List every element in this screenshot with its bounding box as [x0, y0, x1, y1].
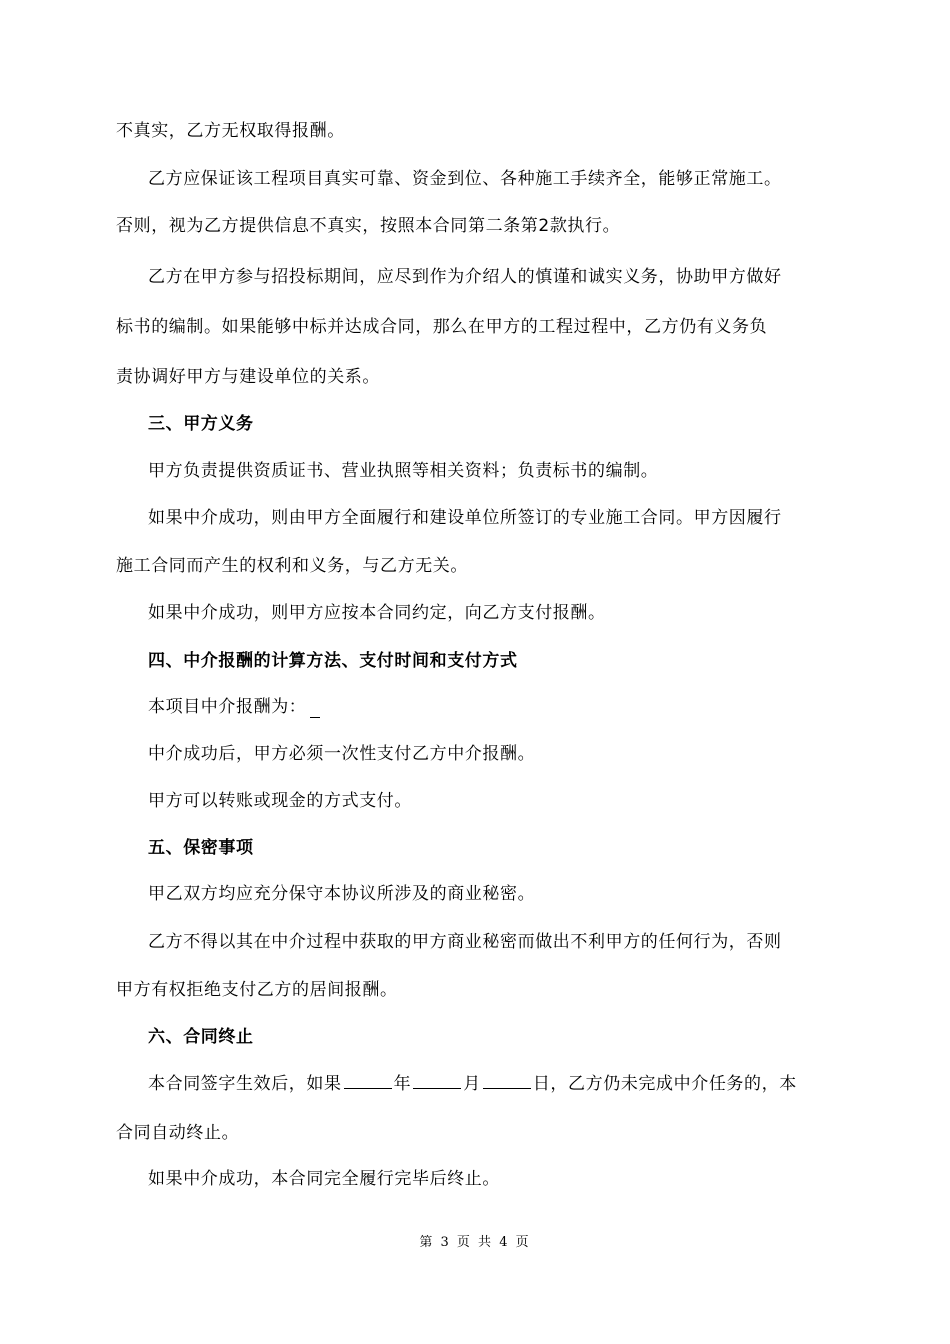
- paragraph-line: 甲方有权拒绝支付乙方的居间报酬。: [116, 980, 398, 1000]
- paragraph-line: 甲方负责提供资质证书、营业执照等相关资料；负责标书的编制。: [148, 461, 659, 481]
- date-intro: 本合同签字生效后，如果: [148, 1074, 342, 1094]
- paragraph-line: 乙方在甲方参与招投标期间，应尽到作为介绍人的慎谨和诚实义务，协助甲方做好: [148, 267, 782, 287]
- paragraph-line: 施工合同而产生的权利和义务，与乙方无关。: [116, 556, 468, 576]
- paragraph-line: 否则，视为乙方提供信息不真实，按照本合同第二条第2款执行。: [116, 216, 621, 236]
- month-blank: [413, 1073, 461, 1089]
- day-blank: [483, 1073, 531, 1089]
- paragraph-line: 乙方应保证该工程项目真实可靠、资金到位、各种施工手续齐全，能够正常施工。: [148, 169, 782, 189]
- fee-label: 本项目中介报酬为：: [148, 697, 307, 717]
- paragraph-line: 合同自动终止。: [116, 1123, 240, 1143]
- paragraph-line: 不真实，乙方无权取得报酬。: [116, 121, 345, 141]
- paragraph-line: 标书的编制。如果能够中标并达成合同，那么在甲方的工程过程中，乙方仍有义务负: [116, 317, 768, 337]
- paragraph-line: [148, 692, 320, 718]
- page-footer: 第 3 页 共 4 页: [419, 1235, 531, 1250]
- fee-blank: [310, 697, 320, 718]
- section-heading-3: 三、甲方义务: [148, 414, 254, 434]
- paragraph-line: 乙方不得以其在中介过程中获取的甲方商业秘密而做出不利甲方的任何行为，否则: [148, 932, 782, 952]
- paragraph-line: 如果中介成功，则由甲方全面履行和建设单位所签订的专业施工合同。甲方因履行: [148, 508, 782, 528]
- paragraph-line: 中介成功后，甲方必须一次性支付乙方中介报酬。: [148, 744, 536, 764]
- paragraph-line: 甲方可以转账或现金的方式支付。: [148, 791, 412, 811]
- year-label: 年: [393, 1074, 412, 1094]
- section-heading-5: 五、保密事项: [148, 838, 254, 858]
- month-label: 月: [463, 1074, 481, 1094]
- paragraph-line: 责协调好甲方与建设单位的关系。: [116, 367, 380, 387]
- paragraph-line: 甲乙双方均应充分保守本协议所涉及的商业秘密。: [148, 884, 536, 904]
- section-heading-4: 四、中介报酬的计算方法、支付时间和支付方式: [148, 651, 518, 671]
- date-rest: 日，乙方仍未完成中介任务的，本: [532, 1074, 797, 1094]
- paragraph-line: 如果中介成功，则甲方应按本合同约定，向乙方支付报酬。: [148, 603, 606, 623]
- paragraph-line: [148, 1069, 797, 1094]
- year-blank: [344, 1073, 392, 1089]
- section-heading-6: 六、合同终止: [148, 1027, 254, 1047]
- paragraph-line: 如果中介成功，本合同完全履行完毕后终止。: [148, 1169, 500, 1189]
